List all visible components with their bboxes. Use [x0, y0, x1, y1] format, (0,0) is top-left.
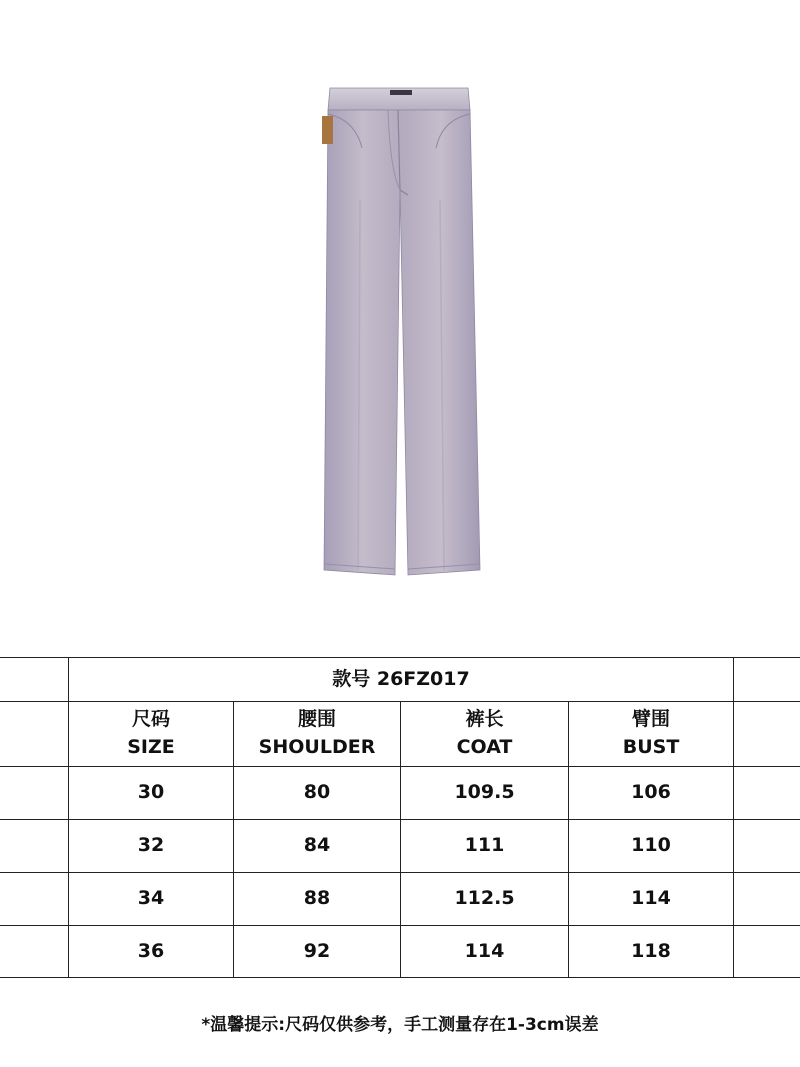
brand-label	[390, 90, 412, 95]
header-waist	[234, 702, 400, 766]
table-cell: 114	[464, 939, 505, 962]
product-photo	[300, 70, 500, 590]
table-cell: 110	[631, 834, 671, 857]
table-cell: 109.5	[454, 781, 515, 804]
leather-patch	[322, 116, 333, 144]
table-cell: 112.5	[454, 887, 515, 910]
table-divider	[733, 657, 734, 978]
table-cell: 34	[137, 887, 165, 910]
table-cell: 114	[631, 887, 671, 910]
header-waist-en: SHOULDER	[258, 736, 376, 758]
header-size-en: SIZE	[127, 736, 175, 758]
table-cell: 106	[631, 781, 671, 804]
table-cell: 32	[137, 834, 165, 857]
header-size	[69, 702, 233, 766]
header-length-zh: 裤长	[465, 708, 504, 731]
jeans-photo	[300, 70, 500, 590]
header-waist-zh: 腰围	[297, 708, 336, 731]
size-table	[0, 657, 800, 978]
table-cell: 80	[303, 781, 331, 804]
table-cell: 30	[137, 781, 165, 804]
table-cell: 92	[303, 939, 331, 962]
header-length-en: COAT	[456, 736, 513, 758]
header-arm-zh: 臂围	[631, 708, 670, 731]
table-cell: 111	[464, 834, 505, 857]
table-cell: 88	[303, 887, 331, 910]
header-arm-en: BUST	[622, 736, 680, 758]
header-arm	[569, 702, 733, 766]
style-number: 款号 26FZ017	[332, 667, 470, 690]
table-cell: 36	[137, 939, 165, 962]
table-cell: 84	[303, 834, 331, 857]
header-size-zh: 尺码	[131, 708, 170, 731]
header-length	[401, 702, 568, 766]
measurement-note: *温馨提示:尺码仅供参考，手工测量存在1-3cm误差	[201, 1015, 599, 1035]
table-cell: 118	[631, 939, 671, 962]
